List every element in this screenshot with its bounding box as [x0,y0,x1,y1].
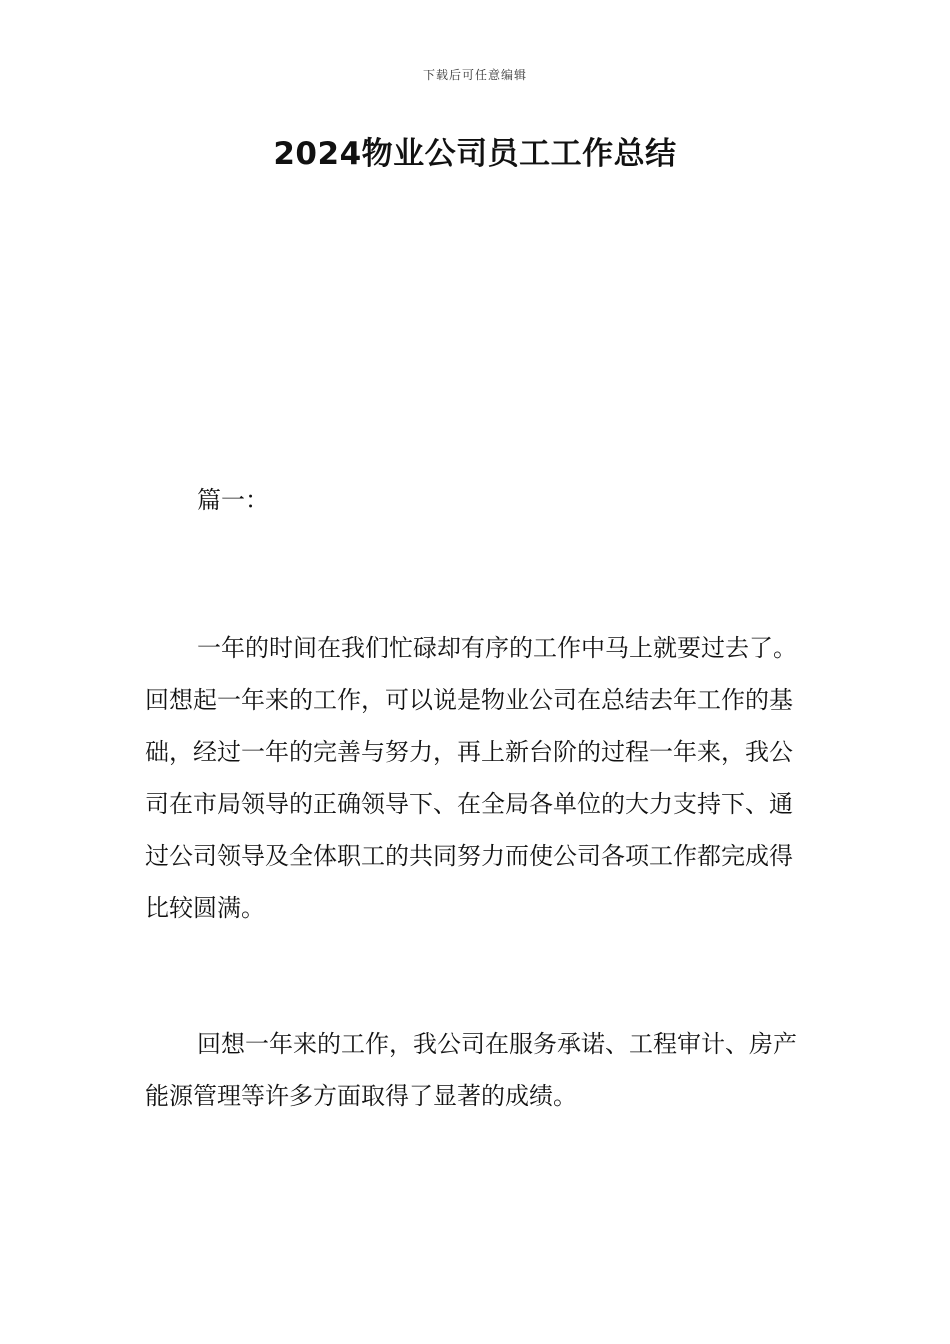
body-paragraph-1: 一年的时间在我们忙碌却有序的工作中马上就要过去了。回想起一年来的工作，可以说是物业公司在总结去年工作的基础，经过一年的完善与努力，再上新台阶的过程一年来，我公司在市局领导的正确领导下、在全局各单位的大力支持下、通过公司领导及全体职工的共同努力而使公司各项工作都完成得比较圆满。 [145,634,797,922]
header-note: 下载后可任意编辑 [422,68,527,82]
body-paragraph-2: 回想一年来的工作，我公司在服务承诺、工程审计、房产能源管理等许多方面取得了显著的成绩。 [145,1030,797,1110]
section-heading: 篇一： [197,486,269,514]
document-title: 2024物业公司员工工作总结 [273,136,677,172]
